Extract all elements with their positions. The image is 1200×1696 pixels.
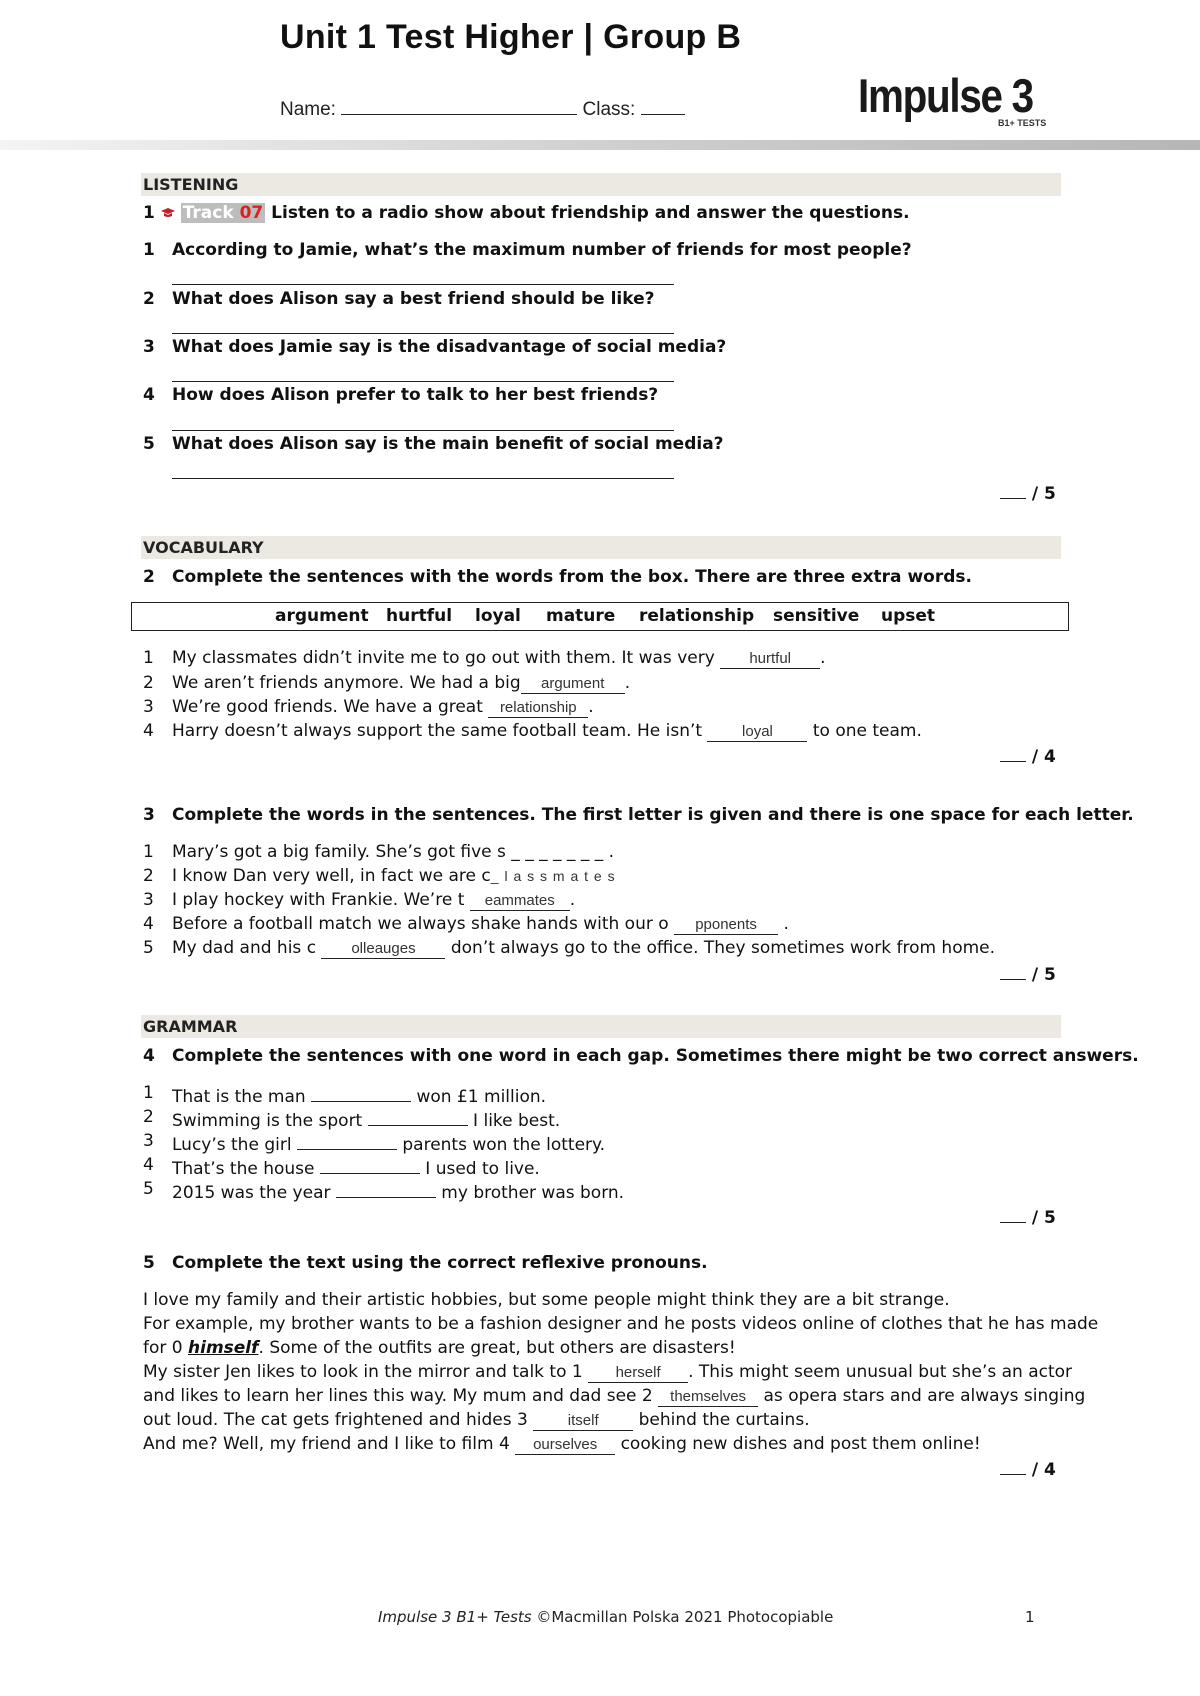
score-total: / 4 <box>1031 747 1056 767</box>
track-number: 07 <box>239 203 264 223</box>
answer-blank[interactable]: hurtful <box>720 650 820 669</box>
answer-blank[interactable]: themselves <box>658 1388 758 1407</box>
score-blank[interactable] <box>1000 482 1026 499</box>
sentence-text: My dad and his <box>172 938 302 958</box>
answer-blank[interactable]: itself <box>533 1412 633 1431</box>
question-number: 3 <box>143 337 155 357</box>
sentence <box>172 1131 605 1155</box>
item-number: 3 <box>143 890 154 910</box>
sentence-text: Swimming is the sport <box>172 1111 363 1131</box>
sentence-text: That’s the house <box>172 1159 315 1179</box>
impulse-logo: Impulse 3 <box>858 69 1033 122</box>
letter-blanks[interactable]: _ _ _ _ _ _ _ <box>511 842 604 862</box>
first-letter: c <box>481 866 491 886</box>
text-segment: out loud. The cat gets frightened and hides 3 <box>143 1410 528 1430</box>
answer-line[interactable] <box>172 478 674 479</box>
letter-blanks[interactable]: pponents <box>674 916 778 935</box>
text-segment: . This might seem unusual but she’s an actor <box>688 1362 1073 1382</box>
item-number: 5 <box>143 938 154 958</box>
item-number: 4 <box>143 721 154 741</box>
answer-blank[interactable]: loyal <box>707 723 807 742</box>
listening-heading: LISTENING <box>141 173 1061 196</box>
exercise-2-number: 2 <box>143 567 155 587</box>
score-blank[interactable] <box>1000 963 1026 980</box>
example-answer: himself <box>188 1338 259 1358</box>
sentence <box>172 721 922 742</box>
sentence <box>172 1083 546 1107</box>
page-number: 1 <box>1025 1608 1035 1626</box>
footer-book: Impulse 3 B1+ Tests <box>378 1608 532 1626</box>
sentence-text: I play hockey with Frankie. We’re <box>172 890 453 910</box>
sentence-text: We’re good friends. We have a great <box>172 697 483 717</box>
answer-line[interactable] <box>172 430 674 431</box>
sentence-text: Harry doesn’t always support the same football team. He isn’t <box>172 721 703 741</box>
item-number: 2 <box>143 866 154 886</box>
answer-blank[interactable] <box>297 1131 397 1150</box>
text-line <box>143 1338 736 1358</box>
box-word: sensitive <box>773 606 860 626</box>
word-box <box>131 602 1069 631</box>
text-segment: . Some of the outfits are great, but others are disasters! <box>258 1338 736 1358</box>
answer-blank[interactable] <box>320 1155 420 1174</box>
question-text: How does Alison prefer to talk to her best friends? <box>172 385 659 405</box>
box-word: upset <box>881 606 936 626</box>
sentence <box>172 866 616 886</box>
item-number: 1 <box>143 1083 154 1103</box>
sentence-end: . <box>569 890 576 910</box>
exercise-5-instruction: Complete the text using the correct reflexive pronouns. <box>172 1253 708 1273</box>
sentence-text: I know Dan very well, in fact we are <box>172 866 476 886</box>
sentence-end: my brother was born. <box>441 1183 625 1203</box>
exercise-4-number: 4 <box>143 1046 155 1066</box>
vocabulary-heading: VOCABULARY <box>141 536 1061 559</box>
text-line: I love my family and their artistic hobbies, but some people might think they are a bit strange. <box>143 1290 950 1310</box>
text-segment: behind the curtains. <box>638 1410 810 1430</box>
graduation-cap-icon <box>161 208 175 218</box>
listening-score <box>1000 482 1056 504</box>
text-segment: for 0 <box>143 1338 183 1358</box>
first-letter: t <box>457 890 465 910</box>
box-word: mature <box>546 606 616 626</box>
text-segment: cooking new dishes and post them online! <box>620 1434 981 1454</box>
answer-blank[interactable] <box>336 1179 436 1198</box>
sentence-text: 2015 was the year <box>172 1183 331 1203</box>
logo-subtitle: B1+ TESTS <box>998 118 1047 128</box>
question-text: According to Jamie, what’s the maximum number of friends for most people? <box>172 240 912 260</box>
question-text: What does Jamie say is the disadvantage of social media? <box>172 337 727 357</box>
sentence-end: I used to live. <box>425 1159 540 1179</box>
track-label[interactable] <box>181 203 266 223</box>
sentence-end: . <box>608 842 615 862</box>
sentence <box>172 842 614 862</box>
score-total: / 4 <box>1031 1460 1056 1480</box>
sentence-text: Mary’s got a big family. She’s got five <box>172 842 492 862</box>
text-line: For example, my brother wants to be a fashion designer and he posts videos online of clothes that he has made <box>143 1314 1099 1334</box>
text-line <box>143 1410 810 1431</box>
item-number: 2 <box>143 673 154 693</box>
first-letter: s <box>497 842 506 862</box>
question-number: 5 <box>143 434 155 454</box>
sentence-text: My classmates didn’t invite me to go out with them. It was very <box>172 648 715 668</box>
header-divider <box>0 140 1200 150</box>
score-total: / 5 <box>1031 965 1056 985</box>
sentence-text: Before a football match we always shake hands with our <box>172 914 653 934</box>
score-blank[interactable] <box>1000 1206 1026 1223</box>
grammar-heading: GRAMMAR <box>141 1015 1061 1038</box>
listening-instruction: Listen to a radio show about friendship and answer the questions. <box>271 203 910 223</box>
name-label: Name: <box>280 99 336 120</box>
score-blank[interactable] <box>1000 745 1026 762</box>
text-segment: and likes to learn her lines this way. My mum and dad see 2 <box>143 1386 653 1406</box>
sentence-text: Lucy’s the girl <box>172 1135 292 1155</box>
sentence <box>172 890 575 911</box>
answer-blank[interactable] <box>368 1107 468 1126</box>
exercise-5-number: 5 <box>143 1253 155 1273</box>
text-line <box>143 1434 981 1455</box>
box-word: argument <box>275 606 369 626</box>
item-number: 5 <box>143 1179 154 1199</box>
question-text: What does Alison say a best friend should be like? <box>172 289 655 309</box>
answer-line[interactable] <box>172 284 674 285</box>
sentence-end: . <box>783 914 789 934</box>
first-letter: c <box>306 938 317 958</box>
item-number: 1 <box>143 842 154 862</box>
sentence-text: We aren’t friends anymore. We had a big <box>172 673 521 693</box>
listening-instruction-line <box>143 203 910 223</box>
exercise-2-instruction: Complete the sentences with the words from the box. There are three extra words. <box>172 567 972 587</box>
exercise-4-instruction: Complete the sentences with one word in each gap. Sometimes there might be two correct answers. <box>172 1046 1139 1066</box>
question-text: What does Alison say is the main benefit of social media? <box>172 434 724 454</box>
score-total: / 5 <box>1031 484 1056 504</box>
sentence <box>172 697 594 718</box>
text-segment: My sister Jen likes to look in the mirror and talk to 1 <box>143 1362 583 1382</box>
sentence <box>172 648 826 669</box>
footer-copyright: ©Macmillan Polska 2021 Photocopiable <box>536 1608 834 1626</box>
exercise-2-score <box>1000 745 1056 767</box>
answer-blank[interactable]: ourselves <box>515 1436 615 1455</box>
sentence <box>172 914 789 935</box>
item-number: 4 <box>143 914 154 934</box>
letter-blanks[interactable]: _ l a s s m a t e s <box>490 868 616 884</box>
item-number: 3 <box>143 1131 154 1151</box>
exercise-5-score <box>1000 1458 1056 1480</box>
sentence-end: . <box>624 673 631 693</box>
sentence <box>172 1179 624 1203</box>
box-word: loyal <box>475 606 521 626</box>
page-title: Unit 1 Test Higher | Group B <box>280 18 742 56</box>
answer-blank[interactable] <box>311 1083 411 1102</box>
sentence <box>172 938 995 959</box>
exercise-4-score <box>1000 1206 1056 1228</box>
name-field[interactable] <box>341 96 577 115</box>
question-number: 1 <box>143 240 155 260</box>
box-word: relationship <box>639 606 755 626</box>
text-line <box>143 1386 1085 1407</box>
track-word: Track <box>182 203 234 223</box>
sentence-end: . <box>820 648 826 668</box>
exercise-3-instruction: Complete the words in the sentences. The first letter is given and there is one space for each letter. <box>172 805 1134 825</box>
sentence-end: won £1 million. <box>416 1087 547 1107</box>
item-number: 4 <box>143 1155 154 1175</box>
question-number: 4 <box>143 385 155 405</box>
text-segment: And me? Well, my friend and I like to film 4 <box>143 1434 510 1454</box>
sentence-end: parents won the lottery. <box>402 1135 606 1155</box>
sentence <box>172 673 630 694</box>
letter-blanks[interactable]: eammates <box>470 892 570 911</box>
sentence-end: don’t always go to the office. They sometimes work from home. <box>450 938 996 958</box>
answer-line[interactable] <box>172 381 674 382</box>
question-number: 2 <box>143 289 155 309</box>
sentence-end: to one team. <box>812 721 922 741</box>
footer-credit <box>378 1608 833 1626</box>
text-segment: as opera stars and are always singing <box>763 1386 1086 1406</box>
exercise-1-number: 1 <box>143 203 155 223</box>
sentence-end: I like best. <box>473 1111 561 1131</box>
answer-line[interactable] <box>172 333 674 334</box>
text-line <box>143 1362 1072 1383</box>
score-blank[interactable] <box>1000 1458 1026 1475</box>
sentence <box>172 1107 560 1131</box>
sentence-text: That is the man <box>172 1087 306 1107</box>
sentence-end: . <box>588 697 594 717</box>
exercise-3-score <box>1000 963 1056 985</box>
answer-blank[interactable]: relationship <box>488 699 588 718</box>
box-word: hurtful <box>386 606 453 626</box>
item-number: 1 <box>143 648 154 668</box>
letter-blanks[interactable]: olleauges <box>321 940 445 959</box>
exercise-3-number: 3 <box>143 805 155 825</box>
first-letter: o <box>658 914 669 934</box>
answer-blank[interactable]: herself <box>588 1364 688 1383</box>
class-label: Class: <box>582 99 636 120</box>
item-number: 3 <box>143 697 154 717</box>
item-number: 2 <box>143 1107 154 1127</box>
class-field[interactable] <box>641 96 685 115</box>
answer-blank[interactable]: argument <box>521 675 625 694</box>
score-total: / 5 <box>1031 1208 1056 1228</box>
name-class-row <box>280 96 685 121</box>
sentence <box>172 1155 540 1179</box>
